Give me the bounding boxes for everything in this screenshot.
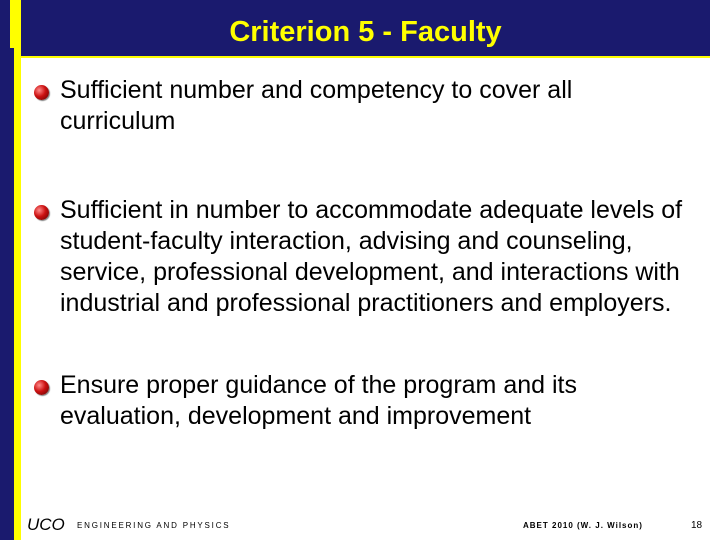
page-number: 18 bbox=[691, 520, 703, 531]
footer-department: ENGINEERING AND PHYSICS bbox=[77, 521, 231, 530]
left-accent-corner-inner bbox=[0, 0, 10, 48]
bullet-dot-icon bbox=[34, 205, 49, 220]
bullet-item bbox=[34, 195, 694, 319]
bullet-text: Sufficient in number to accommodate adequate levels of student-faculty interaction, advising and counseling, service, professional development, and interactions with industrial and professional practitioners and employers. bbox=[60, 196, 683, 317]
bullet-item bbox=[34, 75, 694, 137]
title-bar bbox=[21, 0, 710, 58]
bullet-list bbox=[34, 75, 694, 490]
slide-title: Criterion 5 - Faculty bbox=[229, 15, 502, 48]
bullet-dot-icon bbox=[34, 85, 49, 100]
bullet-dot-icon bbox=[34, 380, 49, 395]
bullet-text: Ensure proper guidance of the program and its evaluation, development and improvement bbox=[60, 371, 577, 430]
footer-credit: ABET 2010 (W. J. Wilson) bbox=[523, 521, 643, 530]
bullet-item bbox=[34, 370, 694, 432]
left-accent-bar bbox=[0, 0, 14, 540]
bullet-text: Sufficient number and competency to cover all curriculum bbox=[60, 76, 573, 135]
left-accent-stripe bbox=[14, 48, 21, 540]
footer-logo: UCO bbox=[27, 515, 65, 534]
slide-footer bbox=[21, 512, 720, 540]
